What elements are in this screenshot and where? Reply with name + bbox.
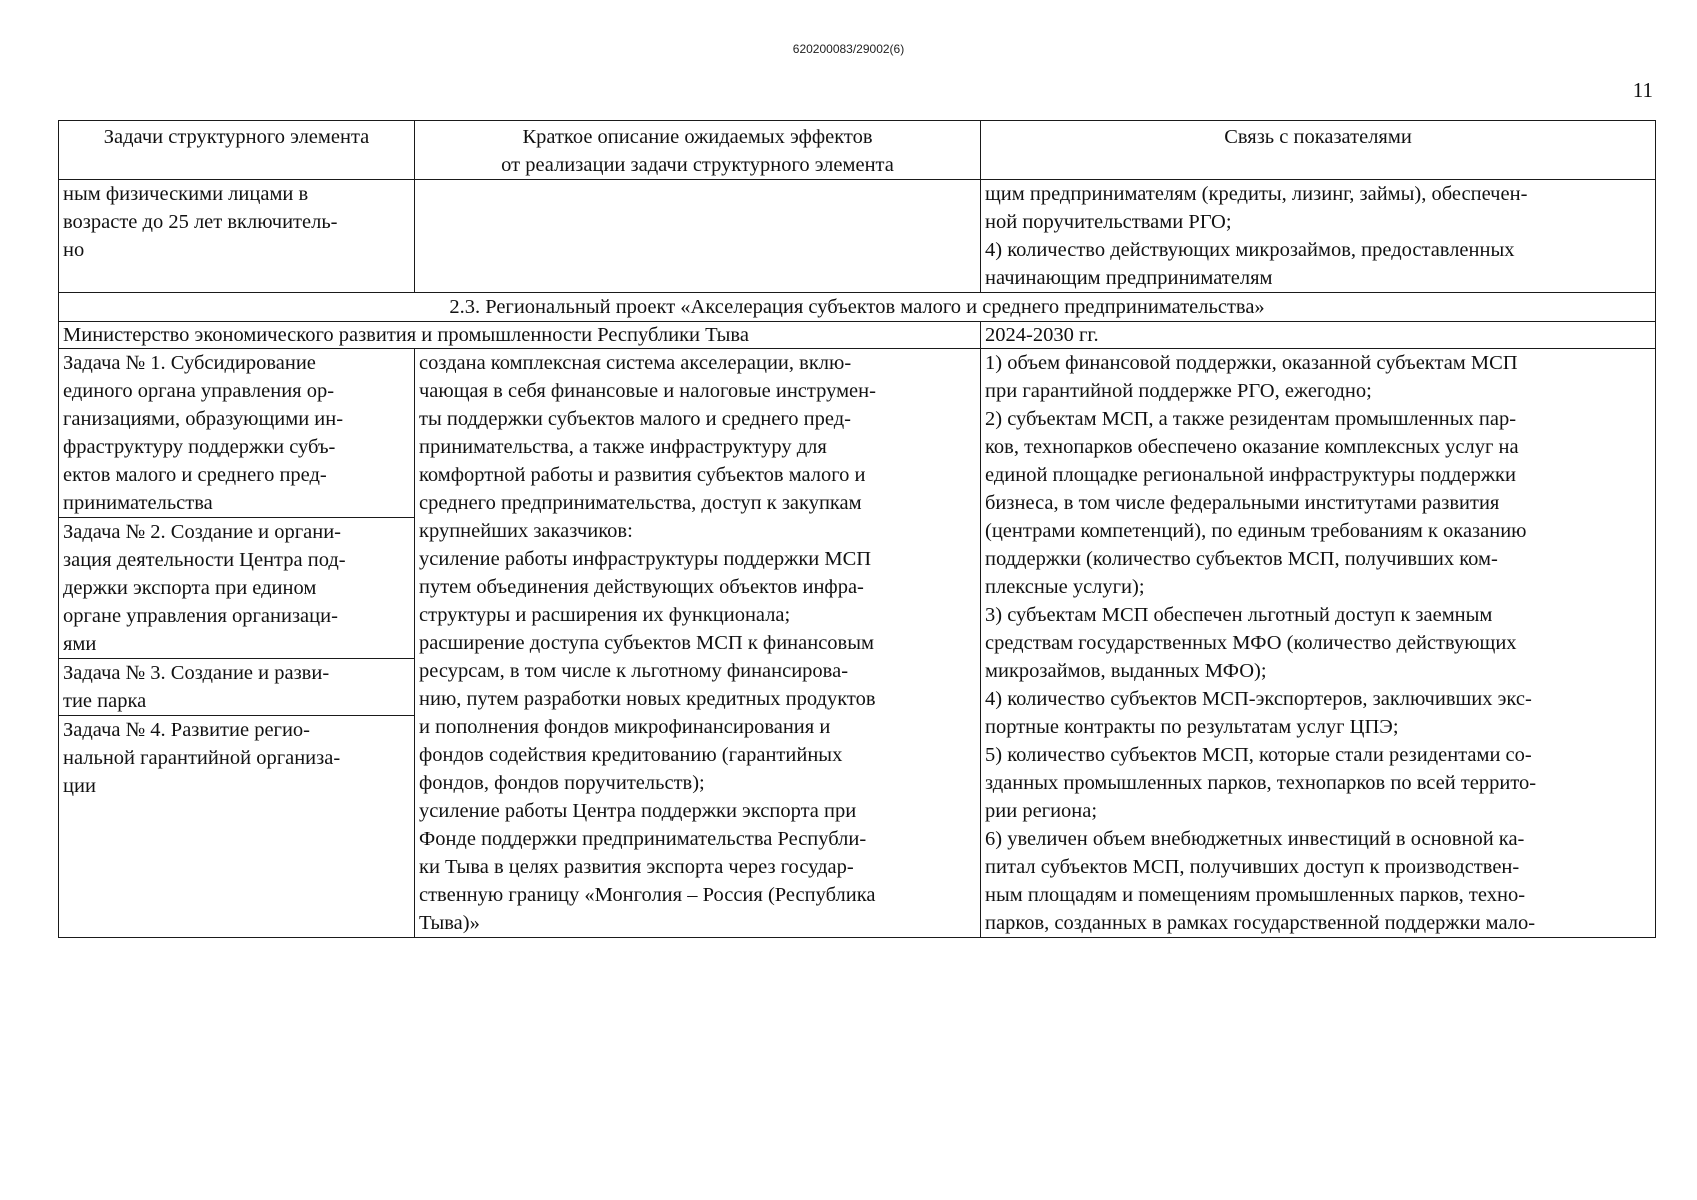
page-number: 11 bbox=[1632, 78, 1653, 102]
text-line: нию, путем разработки новых кредитных продуктов bbox=[419, 688, 876, 710]
task-item bbox=[59, 659, 414, 716]
section-title: 2.3. Региональный проект «Акселерация субъектов малого и среднего предпринимательства» bbox=[59, 293, 1656, 322]
text-line: поддержки (количество субъектов МСП, получивших ком- bbox=[985, 548, 1498, 570]
text-line: нальной гарантийной организа- bbox=[63, 747, 341, 769]
text-line: Задача № 1. Субсидирование bbox=[63, 352, 316, 374]
text-line: ным физическими лицами в bbox=[63, 183, 309, 205]
goals-table bbox=[58, 120, 1656, 938]
ministry-row bbox=[59, 322, 1656, 349]
text-line: тие парка bbox=[63, 690, 147, 712]
text-line: портные контракты по результатам услуг ЦПЭ; bbox=[985, 716, 1399, 738]
text-line: Тыва)» bbox=[419, 912, 480, 934]
text-line: фраструктуру поддержки субъ- bbox=[63, 436, 336, 458]
ministry-name: Министерство экономического развития и промышленности Республики Тыва bbox=[59, 322, 981, 349]
text-line: 2) субъектам МСП, а также резидентам промышленных пар- bbox=[985, 408, 1517, 430]
text-line: крупнейших заказчиков: bbox=[419, 520, 633, 542]
text-line: ков, технопарков обеспечено оказание комплексных услуг на bbox=[985, 436, 1519, 458]
text-line: единой площадке региональной инфраструктуры поддержки bbox=[985, 464, 1516, 486]
text-line: ганизациями, образующими ин- bbox=[63, 408, 344, 430]
header-indicators bbox=[981, 121, 1656, 180]
text-line: комфортной работы и развития субъектов малого и bbox=[419, 464, 866, 486]
text-line: 3) субъектам МСП обеспечен льготный доступ к заемным bbox=[985, 604, 1493, 626]
text-line: Краткое описание ожидаемых эффектов bbox=[522, 126, 873, 148]
text-line: фондов содействия кредитованию (гарантийных bbox=[419, 744, 843, 766]
text-line: рии региона; bbox=[985, 800, 1098, 822]
text-line: ты поддержки субъектов малого и среднего пред- bbox=[419, 408, 851, 430]
text-line: Задача № 2. Создание и органи- bbox=[63, 521, 342, 543]
text-line: возрасте до 25 лет включитель- bbox=[63, 211, 338, 233]
text-line: принимательства, а также инфраструктуру для bbox=[419, 436, 827, 458]
section-row bbox=[59, 293, 1656, 322]
table-header-row bbox=[59, 121, 1656, 180]
text-line: зданных промышленных парков, технопарков по всей террито- bbox=[985, 772, 1537, 794]
text-line: ресурсам, в том числе к льготному финансирова- bbox=[419, 660, 849, 682]
text-line: 4) количество субъектов МСП-экспортеров, заключивших экс- bbox=[985, 688, 1532, 710]
text-line: и пополнения фондов микрофинансирования и bbox=[419, 716, 831, 738]
header-tasks bbox=[59, 121, 415, 180]
text-line: парков, созданных в рамках государственной поддержки мало- bbox=[985, 912, 1536, 934]
text-line: Фонде поддержки предпринимательства Республи- bbox=[419, 828, 867, 850]
text-line: 5) количество субъектов МСП, которые стали резидентами со- bbox=[985, 744, 1532, 766]
continuation-task-text bbox=[59, 180, 415, 293]
text-line: расширение доступа субъектов МСП к финансовым bbox=[419, 632, 874, 654]
text-line: ектов малого и среднего пред- bbox=[63, 464, 327, 486]
text-line: ственную границу «Монголия – Россия (Республика bbox=[419, 884, 876, 906]
text-line: Задача № 4. Развитие регио- bbox=[63, 719, 311, 741]
text-line: держки экспорта при едином bbox=[63, 577, 317, 599]
text-line: ной поручительствами РГО; bbox=[985, 211, 1232, 233]
text-line: микрозаймов, выданных МФО); bbox=[985, 660, 1267, 682]
text-line: плексные услуги); bbox=[985, 576, 1145, 598]
text-line: Связь с показателями bbox=[1224, 126, 1412, 148]
text-line: принимательства bbox=[63, 492, 213, 514]
text-line: усиление работы инфраструктуры поддержки МСП bbox=[419, 548, 872, 570]
text-line: начинающим предпринимателям bbox=[985, 267, 1273, 289]
text-line: ями bbox=[63, 633, 97, 655]
header-effects bbox=[415, 121, 981, 180]
indicators-cell bbox=[981, 349, 1656, 938]
text-line: 4) количество действующих микрозаймов, предоставленных bbox=[985, 239, 1515, 261]
document-code: 620200083/29002(6) bbox=[792, 42, 905, 56]
text-line: единого органа управления ор- bbox=[63, 380, 335, 402]
text-line: средствам государственных МФО (количество действующих bbox=[985, 632, 1517, 654]
text-line: путем объединения действующих объектов инфра- bbox=[419, 576, 864, 598]
text-line: органе управления организаци- bbox=[63, 605, 338, 627]
continuation-row bbox=[59, 180, 1656, 293]
task-item bbox=[59, 349, 414, 518]
text-line: Задачи структурного элемента bbox=[103, 126, 370, 148]
text-line: фондов, фондов поручительств); bbox=[419, 772, 705, 794]
text-line: ным площадям и помещениям промышленных парков, техно- bbox=[985, 884, 1526, 906]
text-line: зация деятельности Центра под- bbox=[63, 549, 346, 571]
tasks-row bbox=[59, 349, 1656, 938]
text-line: 6) увеличен объем внебюджетных инвестиций в основной ка- bbox=[985, 828, 1525, 850]
text-line: Задача № 3. Создание и разви- bbox=[63, 662, 330, 684]
text-line: 1) объем финансовой поддержки, оказанной субъектам МСП bbox=[985, 352, 1518, 374]
task-item bbox=[59, 518, 414, 659]
tasks-cell bbox=[59, 349, 415, 938]
text-line: бизнеса, в том числе федеральными институтами развития bbox=[985, 492, 1500, 514]
effects-cell bbox=[415, 349, 981, 938]
task-item bbox=[59, 716, 414, 800]
continuation-effects-text bbox=[415, 180, 981, 293]
continuation-indicators-text bbox=[981, 180, 1656, 293]
text-line: от реализации задачи структурного элемента bbox=[501, 154, 894, 176]
text-line: ки Тыва в целях развития экспорта через государ- bbox=[419, 856, 854, 878]
text-line: среднего предпринимательства, доступ к закупкам bbox=[419, 492, 862, 514]
text-line: питал субъектов МСП, получивших доступ к производствен- bbox=[985, 856, 1520, 878]
text-line: при гарантийной поддержке РГО, ежегодно; bbox=[985, 380, 1372, 402]
text-line: усиление работы Центра поддержки экспорта при bbox=[419, 800, 857, 822]
text-line: ции bbox=[63, 775, 96, 797]
text-line: но bbox=[63, 239, 85, 261]
text-line: создана комплексная система акселерации, вклю- bbox=[419, 352, 852, 374]
text-line: щим предпринимателям (кредиты, лизинг, займы), обеспечен- bbox=[985, 183, 1528, 205]
text-line: структуры и расширения их функционала; bbox=[419, 604, 791, 626]
text-line: (центрами компетенций), по единым требованиям к оказанию bbox=[985, 520, 1527, 542]
text-line: чающая в себя финансовые и налоговые инструмен- bbox=[419, 380, 876, 402]
project-period: 2024-2030 гг. bbox=[981, 322, 1656, 349]
